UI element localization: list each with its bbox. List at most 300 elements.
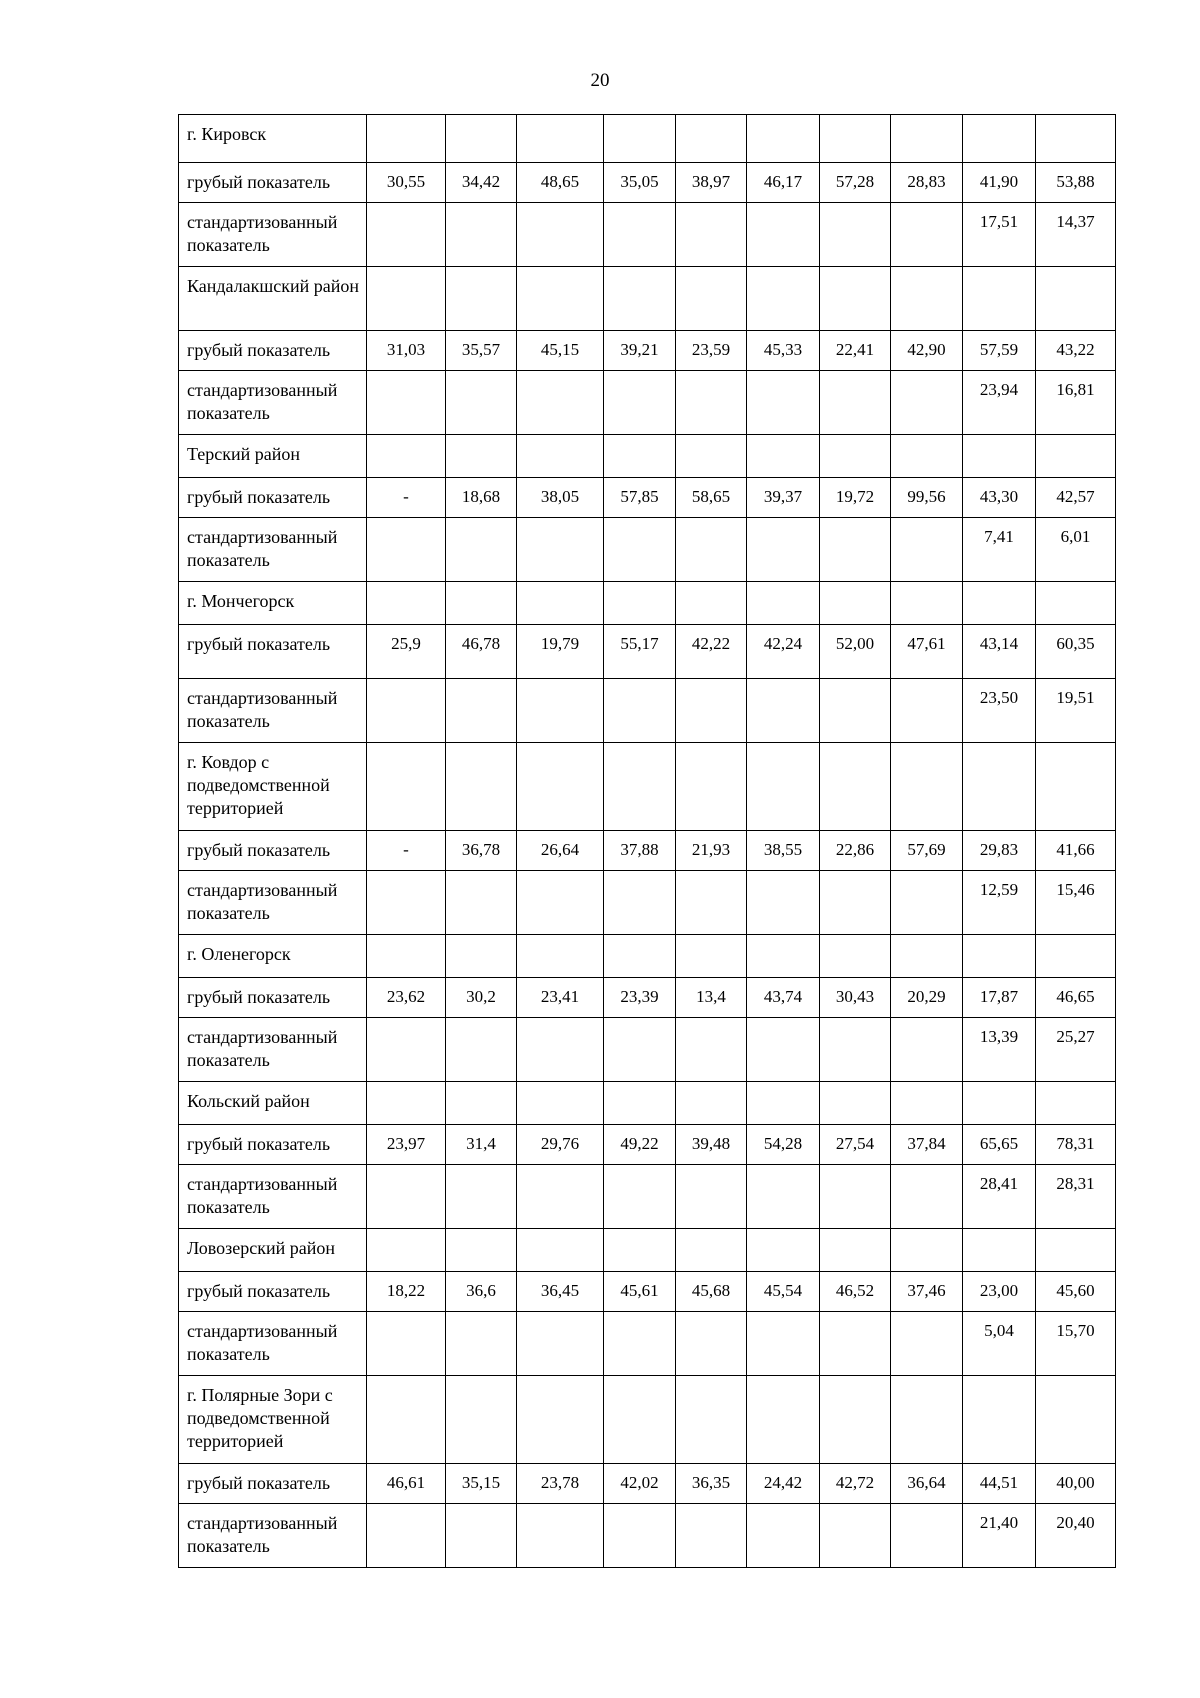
value-cell: 54,28 <box>747 1125 820 1165</box>
value-cell <box>604 743 676 831</box>
table-row <box>179 203 1116 267</box>
value-cell: 45,61 <box>604 1272 676 1312</box>
value-cell <box>891 1312 963 1376</box>
value-cell <box>446 935 517 978</box>
value-cell: 34,42 <box>446 163 517 203</box>
value-cell <box>367 1165 446 1229</box>
page-number: 20 <box>590 70 610 91</box>
value-cell: 78,31 <box>1036 1125 1116 1165</box>
value-cell <box>1036 1229 1116 1272</box>
value-cell <box>891 267 963 331</box>
value-cell: 25,9 <box>367 625 446 679</box>
value-cell <box>820 371 891 435</box>
row-label: стандартизованный показатель <box>179 1165 367 1229</box>
row-label: стандартизованный показатель <box>179 1018 367 1082</box>
value-cell <box>367 582 446 625</box>
value-cell: 57,69 <box>891 831 963 871</box>
value-cell <box>446 1504 517 1568</box>
row-label: грубый показатель <box>179 625 367 679</box>
value-cell <box>1036 1082 1116 1125</box>
row-label: Терский район <box>179 435 367 478</box>
table-row <box>179 1165 1116 1229</box>
row-label: грубый показатель <box>179 1125 367 1165</box>
row-label: стандартизованный показатель <box>179 203 367 267</box>
table-row <box>179 518 1116 582</box>
value-cell: 29,83 <box>963 831 1036 871</box>
value-cell: 16,81 <box>1036 371 1116 435</box>
value-cell <box>891 1165 963 1229</box>
value-cell: 42,02 <box>604 1464 676 1504</box>
value-cell <box>891 203 963 267</box>
value-cell: 22,86 <box>820 831 891 871</box>
value-cell <box>446 371 517 435</box>
row-label: стандартизованный показатель <box>179 518 367 582</box>
value-cell: 25,27 <box>1036 1018 1116 1082</box>
value-cell: 36,78 <box>446 831 517 871</box>
table-row <box>179 978 1116 1018</box>
value-cell <box>676 582 747 625</box>
value-cell <box>517 115 604 163</box>
value-cell <box>820 743 891 831</box>
value-cell: 45,15 <box>517 331 604 371</box>
value-cell <box>1036 1376 1116 1464</box>
value-cell <box>367 871 446 935</box>
value-cell: 46,61 <box>367 1464 446 1504</box>
table-row <box>179 679 1116 743</box>
value-cell <box>446 1018 517 1082</box>
value-cell: 45,33 <box>747 331 820 371</box>
table-row <box>179 267 1116 331</box>
value-cell: 22,41 <box>820 331 891 371</box>
value-cell <box>517 1504 604 1568</box>
value-cell <box>517 1018 604 1082</box>
value-cell <box>820 1312 891 1376</box>
row-label: стандартизованный показатель <box>179 1504 367 1568</box>
table-row <box>179 1464 1116 1504</box>
value-cell <box>604 267 676 331</box>
value-cell <box>1036 743 1116 831</box>
value-cell <box>367 203 446 267</box>
value-cell <box>604 935 676 978</box>
value-cell: 37,46 <box>891 1272 963 1312</box>
value-cell: 5,04 <box>963 1312 1036 1376</box>
row-label: г. Оленегорск <box>179 935 367 978</box>
value-cell <box>446 1312 517 1376</box>
value-cell <box>1036 935 1116 978</box>
value-cell: 20,29 <box>891 978 963 1018</box>
value-cell <box>367 371 446 435</box>
value-cell <box>676 1312 747 1376</box>
value-cell <box>446 518 517 582</box>
value-cell: 46,52 <box>820 1272 891 1312</box>
value-cell: 24,42 <box>747 1464 820 1504</box>
value-cell <box>747 1229 820 1272</box>
value-cell: 39,21 <box>604 331 676 371</box>
table-row <box>179 1504 1116 1568</box>
value-cell <box>517 871 604 935</box>
table-row <box>179 1125 1116 1165</box>
table-row <box>179 1376 1116 1464</box>
value-cell: 19,79 <box>517 625 604 679</box>
table-row <box>179 1312 1116 1376</box>
value-cell <box>367 115 446 163</box>
value-cell <box>820 115 891 163</box>
value-cell <box>517 518 604 582</box>
value-cell <box>747 115 820 163</box>
value-cell: 45,60 <box>1036 1272 1116 1312</box>
table-row <box>179 331 1116 371</box>
value-cell <box>963 115 1036 163</box>
value-cell <box>604 1082 676 1125</box>
value-cell <box>676 518 747 582</box>
table-row <box>179 115 1116 163</box>
table-row <box>179 831 1116 871</box>
value-cell: 46,17 <box>747 163 820 203</box>
value-cell <box>604 1504 676 1568</box>
value-cell <box>676 679 747 743</box>
value-cell <box>891 679 963 743</box>
value-cell: 15,46 <box>1036 871 1116 935</box>
value-cell: 44,51 <box>963 1464 1036 1504</box>
value-cell <box>747 267 820 331</box>
value-cell: 15,70 <box>1036 1312 1116 1376</box>
value-cell <box>747 1165 820 1229</box>
value-cell <box>367 435 446 478</box>
value-cell <box>446 1082 517 1125</box>
value-cell <box>604 1376 676 1464</box>
value-cell <box>820 203 891 267</box>
value-cell <box>820 1082 891 1125</box>
value-cell <box>747 871 820 935</box>
value-cell: 6,01 <box>1036 518 1116 582</box>
row-label: грубый показатель <box>179 1272 367 1312</box>
value-cell: 18,68 <box>446 478 517 518</box>
value-cell: 31,03 <box>367 331 446 371</box>
value-cell: 49,22 <box>604 1125 676 1165</box>
value-cell: 35,15 <box>446 1464 517 1504</box>
value-cell <box>604 371 676 435</box>
value-cell <box>747 1312 820 1376</box>
value-cell: 41,66 <box>1036 831 1116 871</box>
value-cell: 99,56 <box>891 478 963 518</box>
value-cell <box>446 1165 517 1229</box>
table-row <box>179 371 1116 435</box>
value-cell: 45,54 <box>747 1272 820 1312</box>
table-row <box>179 582 1116 625</box>
value-cell <box>820 1376 891 1464</box>
value-cell <box>820 1229 891 1272</box>
value-cell: 13,4 <box>676 978 747 1018</box>
value-cell: 23,59 <box>676 331 747 371</box>
value-cell <box>676 1229 747 1272</box>
value-cell <box>676 435 747 478</box>
value-cell: 23,62 <box>367 978 446 1018</box>
value-cell: 65,65 <box>963 1125 1036 1165</box>
value-cell <box>446 1376 517 1464</box>
value-cell <box>517 679 604 743</box>
value-cell <box>517 203 604 267</box>
row-label: г. Кировск <box>179 115 367 163</box>
value-cell <box>747 518 820 582</box>
table-row <box>179 1272 1116 1312</box>
value-cell: 23,97 <box>367 1125 446 1165</box>
value-cell: 23,50 <box>963 679 1036 743</box>
value-cell: 13,39 <box>963 1018 1036 1082</box>
value-cell: 36,45 <box>517 1272 604 1312</box>
value-cell <box>604 1165 676 1229</box>
value-cell: 60,35 <box>1036 625 1116 679</box>
value-cell <box>891 935 963 978</box>
value-cell: 46,65 <box>1036 978 1116 1018</box>
value-cell <box>747 1018 820 1082</box>
value-cell <box>820 679 891 743</box>
value-cell <box>367 1504 446 1568</box>
value-cell: 23,94 <box>963 371 1036 435</box>
value-cell <box>891 371 963 435</box>
value-cell <box>367 1376 446 1464</box>
value-cell <box>604 1312 676 1376</box>
value-cell: 23,41 <box>517 978 604 1018</box>
value-cell <box>446 435 517 478</box>
value-cell: 26,64 <box>517 831 604 871</box>
value-cell: 30,55 <box>367 163 446 203</box>
value-cell: 17,51 <box>963 203 1036 267</box>
value-cell <box>820 582 891 625</box>
value-cell <box>676 1376 747 1464</box>
value-cell: 23,78 <box>517 1464 604 1504</box>
value-cell <box>517 935 604 978</box>
row-label: грубый показатель <box>179 478 367 518</box>
value-cell <box>604 115 676 163</box>
value-cell <box>963 1376 1036 1464</box>
table-row <box>179 625 1116 679</box>
value-cell: 27,54 <box>820 1125 891 1165</box>
row-label: Ловозерский район <box>179 1229 367 1272</box>
value-cell <box>891 435 963 478</box>
value-cell <box>604 1229 676 1272</box>
value-cell <box>367 267 446 331</box>
row-label: стандартизованный показатель <box>179 1312 367 1376</box>
value-cell <box>367 518 446 582</box>
value-cell: 37,88 <box>604 831 676 871</box>
value-cell <box>963 743 1036 831</box>
value-cell <box>517 1229 604 1272</box>
value-cell <box>676 935 747 978</box>
value-cell <box>1036 267 1116 331</box>
value-cell <box>517 1082 604 1125</box>
value-cell <box>676 871 747 935</box>
value-cell: 36,64 <box>891 1464 963 1504</box>
value-cell <box>676 203 747 267</box>
value-cell <box>891 871 963 935</box>
value-cell <box>517 1165 604 1229</box>
value-cell: 45,68 <box>676 1272 747 1312</box>
value-cell: 21,40 <box>963 1504 1036 1568</box>
value-cell <box>446 203 517 267</box>
value-cell <box>820 1165 891 1229</box>
value-cell <box>676 1165 747 1229</box>
value-cell <box>367 1229 446 1272</box>
value-cell: 48,65 <box>517 163 604 203</box>
value-cell: 23,00 <box>963 1272 1036 1312</box>
table-row <box>179 478 1116 518</box>
table-row <box>179 1018 1116 1082</box>
row-label: грубый показатель <box>179 978 367 1018</box>
value-cell <box>517 267 604 331</box>
row-label: Кандалакшский район <box>179 267 367 331</box>
row-label: г. Мончегорск <box>179 582 367 625</box>
value-cell: 23,39 <box>604 978 676 1018</box>
value-cell: - <box>367 831 446 871</box>
value-cell: 18,22 <box>367 1272 446 1312</box>
value-cell: 21,93 <box>676 831 747 871</box>
value-cell <box>747 203 820 267</box>
value-cell: 40,00 <box>1036 1464 1116 1504</box>
value-cell <box>446 115 517 163</box>
value-cell <box>747 435 820 478</box>
value-cell: 43,74 <box>747 978 820 1018</box>
value-cell <box>891 1504 963 1568</box>
value-cell: 30,43 <box>820 978 891 1018</box>
value-cell <box>604 1018 676 1082</box>
table-row <box>179 1082 1116 1125</box>
value-cell: 14,37 <box>1036 203 1116 267</box>
value-cell <box>1036 582 1116 625</box>
value-cell <box>367 743 446 831</box>
value-cell: 57,28 <box>820 163 891 203</box>
value-cell: 30,2 <box>446 978 517 1018</box>
value-cell: 42,22 <box>676 625 747 679</box>
table-row <box>179 1229 1116 1272</box>
value-cell <box>446 1229 517 1272</box>
value-cell <box>747 743 820 831</box>
value-cell: 38,55 <box>747 831 820 871</box>
value-cell: 28,41 <box>963 1165 1036 1229</box>
value-cell <box>747 582 820 625</box>
value-cell: 57,85 <box>604 478 676 518</box>
value-cell <box>367 1312 446 1376</box>
value-cell <box>517 371 604 435</box>
value-cell <box>604 679 676 743</box>
value-cell <box>820 1504 891 1568</box>
value-cell: 43,22 <box>1036 331 1116 371</box>
value-cell: - <box>367 478 446 518</box>
value-cell <box>747 371 820 435</box>
value-cell <box>676 743 747 831</box>
value-cell <box>446 871 517 935</box>
value-cell <box>820 435 891 478</box>
value-cell <box>367 935 446 978</box>
value-cell: 42,90 <box>891 331 963 371</box>
value-cell <box>820 518 891 582</box>
value-cell: 42,24 <box>747 625 820 679</box>
value-cell: 53,88 <box>1036 163 1116 203</box>
value-cell <box>367 1082 446 1125</box>
value-cell <box>747 935 820 978</box>
value-cell: 41,90 <box>963 163 1036 203</box>
value-cell <box>676 267 747 331</box>
value-cell: 28,31 <box>1036 1165 1116 1229</box>
value-cell: 35,57 <box>446 331 517 371</box>
value-cell: 42,57 <box>1036 478 1116 518</box>
value-cell: 17,87 <box>963 978 1036 1018</box>
value-cell <box>891 1082 963 1125</box>
value-cell <box>891 1229 963 1272</box>
value-cell <box>517 582 604 625</box>
value-cell <box>891 1018 963 1082</box>
value-cell <box>517 743 604 831</box>
table-row <box>179 743 1116 831</box>
value-cell <box>820 267 891 331</box>
table-row <box>179 435 1116 478</box>
row-label: грубый показатель <box>179 1464 367 1504</box>
value-cell: 19,51 <box>1036 679 1116 743</box>
value-cell: 43,30 <box>963 478 1036 518</box>
value-cell: 55,17 <box>604 625 676 679</box>
value-cell: 38,05 <box>517 478 604 518</box>
value-cell: 31,4 <box>446 1125 517 1165</box>
value-cell <box>604 871 676 935</box>
value-cell: 58,65 <box>676 478 747 518</box>
value-cell <box>1036 435 1116 478</box>
value-cell <box>676 1018 747 1082</box>
value-cell <box>963 935 1036 978</box>
value-cell <box>747 1082 820 1125</box>
value-cell: 37,84 <box>891 1125 963 1165</box>
value-cell <box>891 1376 963 1464</box>
value-cell: 36,6 <box>446 1272 517 1312</box>
table-row <box>179 163 1116 203</box>
value-cell: 47,61 <box>891 625 963 679</box>
value-cell <box>676 371 747 435</box>
value-cell: 29,76 <box>517 1125 604 1165</box>
value-cell <box>820 935 891 978</box>
value-cell <box>891 743 963 831</box>
row-label: стандартизованный показатель <box>179 871 367 935</box>
value-cell <box>517 1376 604 1464</box>
value-cell <box>891 582 963 625</box>
value-cell <box>1036 115 1116 163</box>
value-cell <box>676 1082 747 1125</box>
value-cell <box>747 1376 820 1464</box>
value-cell <box>676 115 747 163</box>
value-cell <box>963 1082 1036 1125</box>
value-cell <box>820 1018 891 1082</box>
value-cell <box>446 743 517 831</box>
value-cell: 28,83 <box>891 163 963 203</box>
indicator-table <box>178 114 1116 1568</box>
value-cell: 12,59 <box>963 871 1036 935</box>
row-label: стандартизованный показатель <box>179 371 367 435</box>
value-cell <box>963 267 1036 331</box>
row-label: грубый показатель <box>179 331 367 371</box>
value-cell <box>446 679 517 743</box>
value-cell <box>676 1504 747 1568</box>
value-cell <box>963 582 1036 625</box>
value-cell <box>604 203 676 267</box>
value-cell: 43,14 <box>963 625 1036 679</box>
value-cell <box>446 582 517 625</box>
value-cell: 46,78 <box>446 625 517 679</box>
value-cell <box>747 1504 820 1568</box>
row-label: грубый показатель <box>179 831 367 871</box>
value-cell <box>963 1229 1036 1272</box>
value-cell <box>367 679 446 743</box>
value-cell: 52,00 <box>820 625 891 679</box>
value-cell: 7,41 <box>963 518 1036 582</box>
table-row <box>179 871 1116 935</box>
row-label: стандартизованный показатель <box>179 679 367 743</box>
